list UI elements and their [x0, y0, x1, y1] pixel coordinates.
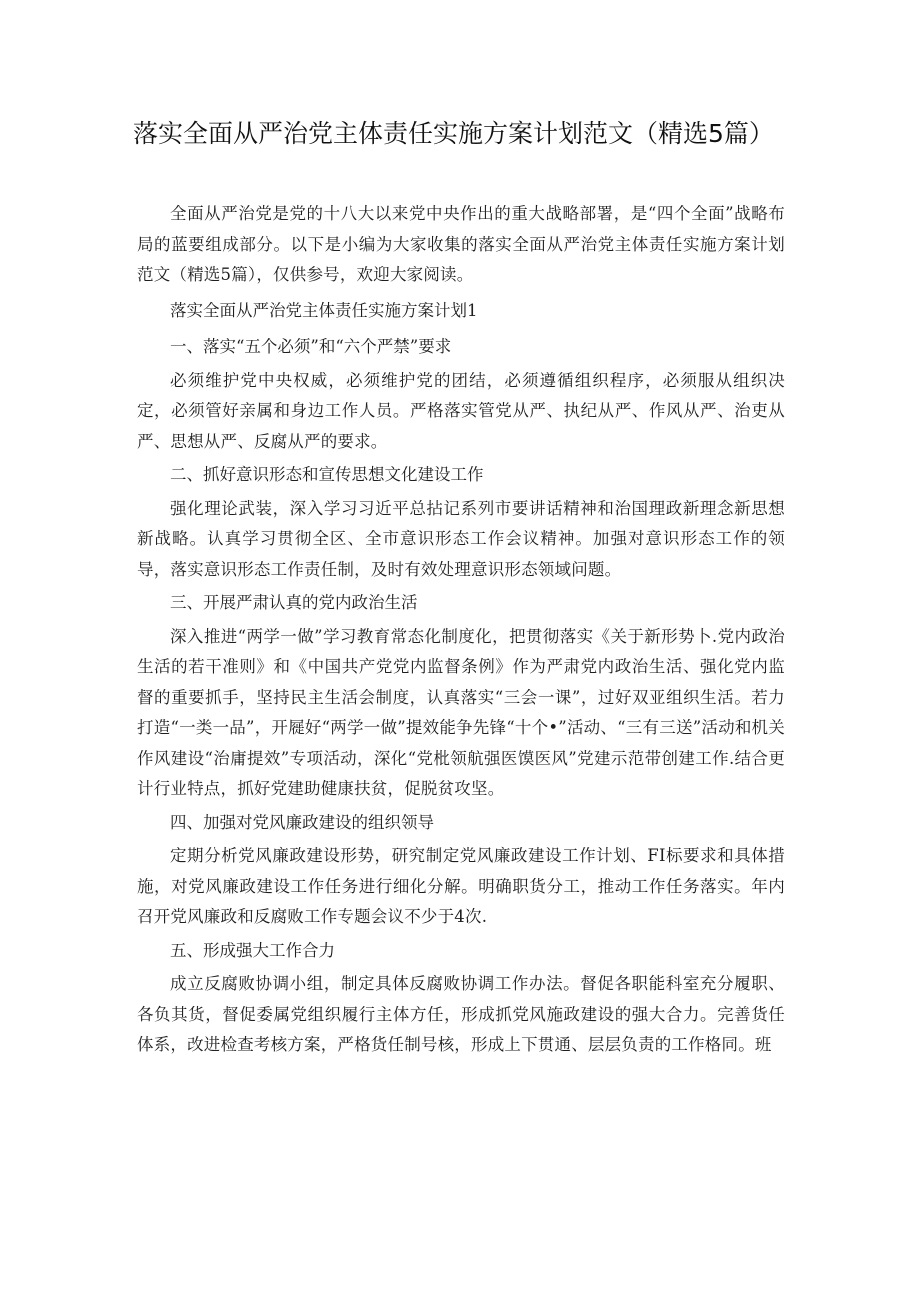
section-heading-2: 二、抓好意识形态和宣传思想文化建设工作	[170, 465, 484, 484]
document-title: 落实全面从严治党主体责任实施方案计划范文（精选5篇）	[133, 119, 774, 148]
section-heading-1: 一、落实“五个必须”和“六个严禁”要求	[170, 337, 452, 356]
section-text-1: 必须维护党中央权威，必须维护党的团结，必须遵循组织程序，必须服从组织决定，必须管好亲属和身边工作人员。严格落实管党从严、执纪从严、作风从严、治吏从严、思想从严、反腐从严的要求。	[137, 370, 785, 451]
plan-title: 落实全面从严治党主体责任实施方案计划1	[170, 300, 478, 320]
section-text-2: 强化理论武装，深入学习习近平总拈记系列市要讲话精神和治国理政新理念新思想新战略。认真学习贯彻全区、全市意识形态工作会议精神。加强对意识形态工作的领导，落实意识形态工作责任制，及时有效处理意识形态领域问题。	[137, 498, 785, 579]
section-heading-4: 四、加强对党风廉政建设的组织领导	[170, 812, 434, 832]
section-heading-3: 三、开展严肃认真的党内政治生活	[170, 593, 418, 612]
section-text-3: 深入推进“两学一做”学习教育常态化制度化，把贯彻落实《关于新形势卜.党内政治生活的若干准则》和《中国共产党党内监督条例》作为严肃党内政治生活、强化党内监督的重要抓手，坚持民主生活会制度，认真落实“三会一课”，过好双亚组织生活。若力打造“一类一品”，开屣好“两学一做”提效能争先锋“十个•”活动、“三有三送”活动和机关作风建设“治庸提效”专项活动，深化“党枇领航强医馍医风”党建示范带创建工作.结合更计行业特点，抓好党建助健康扶贫，促脱贫攻坚。	[137, 626, 785, 798]
section-text-4: 定期分析党风廉政建设形势，研究制定党风廉政建设工作计划、FI标要求和具体措施，对党风廉政建设工作任务进行细化分解。明确职货分工，推动工作任务落实。年内召开党风廉政和反腐败工作专题会议不少于4次.	[137, 846, 785, 926]
intro-paragraph: 全面从严治党是党的十八大以来党中央作出的重大战略部署，是“四个全面”战略布局的蓝要组成部分。以下是小编为大家收集的落实全面从严治党主体责任实施方案计划范文（精选5篇），仅供参号，欢迎大家阅读。	[137, 204, 785, 284]
document-body	[137, 199, 785, 1061]
section-text-5: 成立反腐败协调小组，制定具体反腐败协调工作办法。督促各职能科室充分履职、各负其货，督促委属党组织履行主体方任，形成抓党风施政建设的强大合力。完善货任体系，改进检查考核方案，严格货任制号核，形成上下贯通、层层负责的工作格同。班	[137, 974, 785, 1054]
section-heading-5: 五、形成强大工作合力	[170, 940, 335, 960]
